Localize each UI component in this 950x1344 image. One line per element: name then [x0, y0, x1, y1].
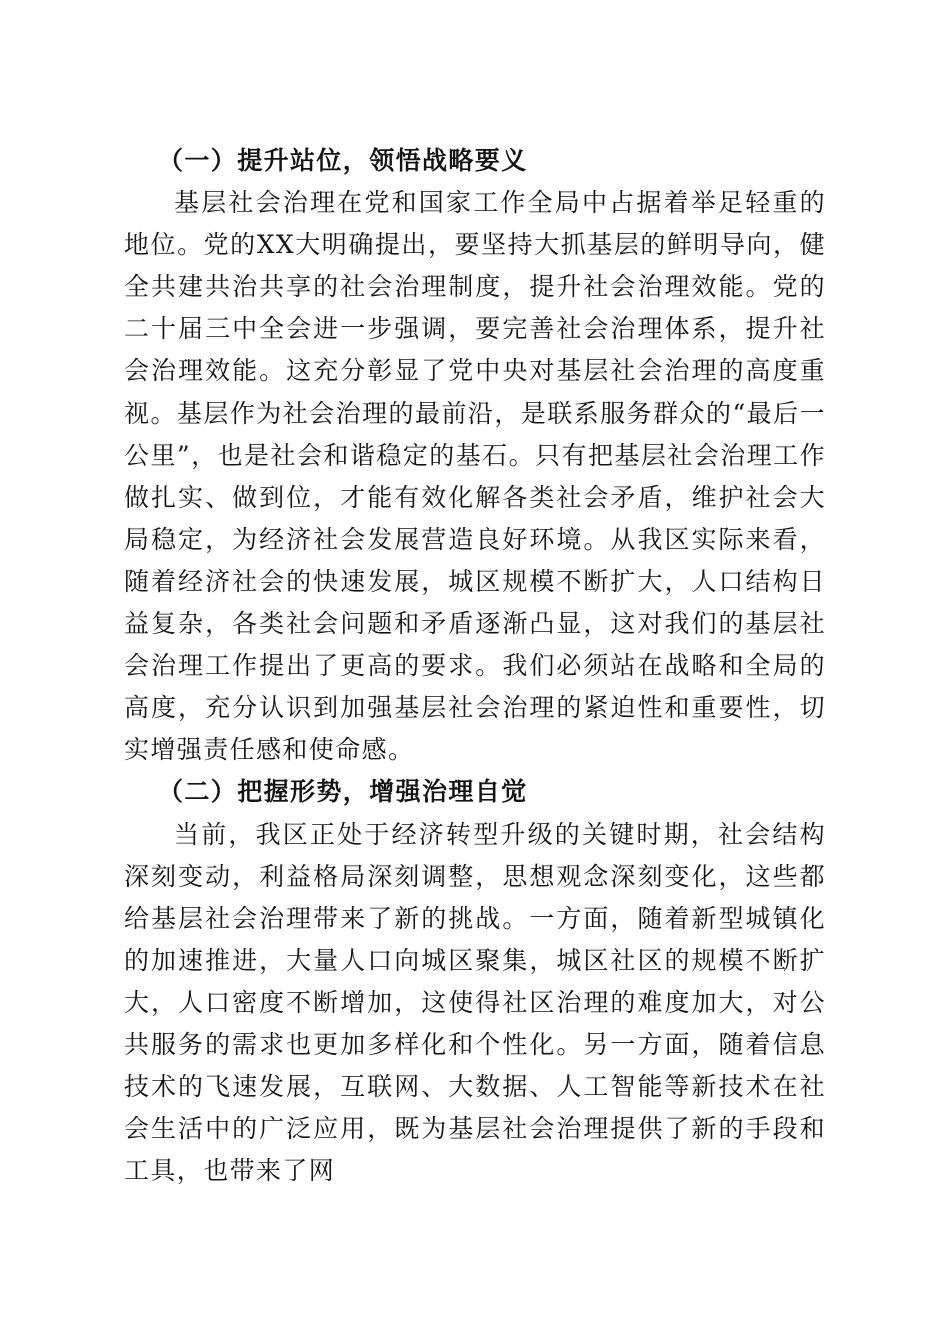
section-1-paragraph: 基层社会治理在党和国家工作全局中占据着举足轻重的地位。党的XX大明确提出，要坚持大抓基层的鲜明导向，健全共建共治共享的社会治理制度，提升社会治理效能。党的二十届三中全会进一步强调，要完善社会治理体系，提升社会治理效能。这充分彰显了党中央对基层社会治理的高度重视。基层作为社会治理的最前沿，是联系服务群众的“最后一公里”，也是社会和谐稳定的基石。只有把基层社会治理工作做扎实、做到位，才能有效化解各类社会矛盾，维护社会大局稳定，为经济社会发展营造良好环境。从我区实际来看，随着经济社会的快速发展，城区规模不断扩大，人口结构日益复杂，各类社会问题和矛盾逐渐凸显，这对我们的基层社会治理工作提出了更高的要求。我们必须站在战略和全局的高度，充分认识到加强基层社会治理的紧迫性和重要性，切实增强责任感和使命感。 [124, 188, 826, 765]
section-2-paragraph: 当前，我区正处于经济转型升级的关键时期，社会结构深刻变动，利益格局深刻调整，思想观念深刻变化，这些都给基层社会治理带来了新的挑战。一方面，随着新型城镇化的加速推进，大量人口向城区聚集，城区社区的规模不断扩大，人口密度不断增加，这使得社区治理的难度加大，对公共服务的需求也更加多样化和个性化。另一方面，随着信息技术的飞速发展，互联网、大数据、人工智能等新技术在社会生活中的广泛应用，既为基层社会治理提供了新的手段和工具，也带来了网 [124, 819, 826, 1186]
section-2-heading: （二）把握形势，增强治理自觉 [158, 777, 528, 807]
section-1-heading: （一）提升站位，领悟战略要义 [158, 146, 528, 175]
document-body [124, 140, 826, 1192]
